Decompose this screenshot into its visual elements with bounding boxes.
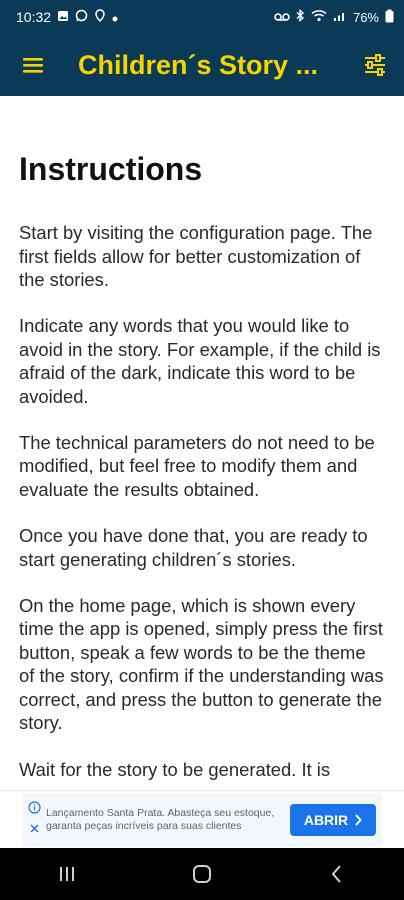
- recents-icon: [57, 865, 77, 883]
- instruction-paragraph: Indicate any words that you would like to avoid in the story. For example, if the child is afraid of the dark, indicate this word to be avoided.: [19, 315, 381, 407]
- ad-info-icon[interactable]: [28, 801, 41, 819]
- ad-banner: [0, 790, 404, 848]
- back-icon: [330, 864, 344, 884]
- whatsapp-icon: [75, 9, 88, 25]
- home-button[interactable]: [172, 854, 232, 894]
- status-bar: [0, 0, 404, 34]
- instruction-paragraph: Once you have done that, you are ready to start generating children´s stories.: [19, 525, 368, 570]
- home-icon: [191, 863, 213, 885]
- ad-icons: [24, 801, 44, 839]
- status-left: [16, 9, 118, 25]
- battery-icon: [385, 9, 394, 26]
- settings-button[interactable]: [360, 50, 390, 80]
- battery-text: 76%: [352, 9, 379, 25]
- ad-container[interactable]: [22, 793, 382, 847]
- instruction-paragraph: Wait for the story to be generated. It is: [19, 758, 331, 780]
- status-right: [274, 9, 394, 26]
- location-icon: [94, 9, 106, 25]
- instruction-paragraph: On the home page, which is shown every time the app is opened, simply press the first button, speak a few words to be the theme of the story, confirm if the understanding was correct, and press the button to generate the story.: [19, 595, 384, 734]
- system-nav-bar: [0, 848, 404, 900]
- sliders-icon: [363, 54, 387, 76]
- status-time: 10:32: [16, 9, 52, 25]
- instructions-content[interactable]: [0, 96, 404, 790]
- back-button[interactable]: [307, 854, 367, 894]
- bluetooth-icon: [296, 9, 305, 25]
- wifi-icon: [311, 9, 327, 25]
- dot-icon: [112, 9, 118, 25]
- app-bar: [0, 34, 404, 96]
- instruction-paragraph: Start by visiting the configuration page. The first fields allow for better customization of the stories.: [19, 222, 373, 290]
- vowifi-icon: [274, 9, 290, 25]
- chevron-right-icon: [354, 814, 362, 826]
- ad-text: Lançamento Santa Prata. Abasteça seu estoque, garanta peças incríveis para suas clientes: [46, 807, 275, 832]
- page-title: Instructions: [19, 151, 203, 187]
- app-title: Children´s Story ...: [78, 49, 319, 80]
- hamburger-menu-icon: [21, 55, 45, 75]
- ad-close-icon[interactable]: [29, 821, 40, 839]
- recents-button[interactable]: [37, 854, 97, 894]
- gallery-icon: [57, 9, 69, 25]
- ad-cta-label: ABRIR: [303, 812, 349, 828]
- instruction-paragraph: The technical parameters do not need to be modified, but feel free to modify them and evaluate the results obtained.: [19, 432, 375, 500]
- ad-open-button[interactable]: [290, 804, 376, 836]
- signal-icon: [333, 9, 347, 25]
- hamburger-menu-button[interactable]: [18, 50, 48, 80]
